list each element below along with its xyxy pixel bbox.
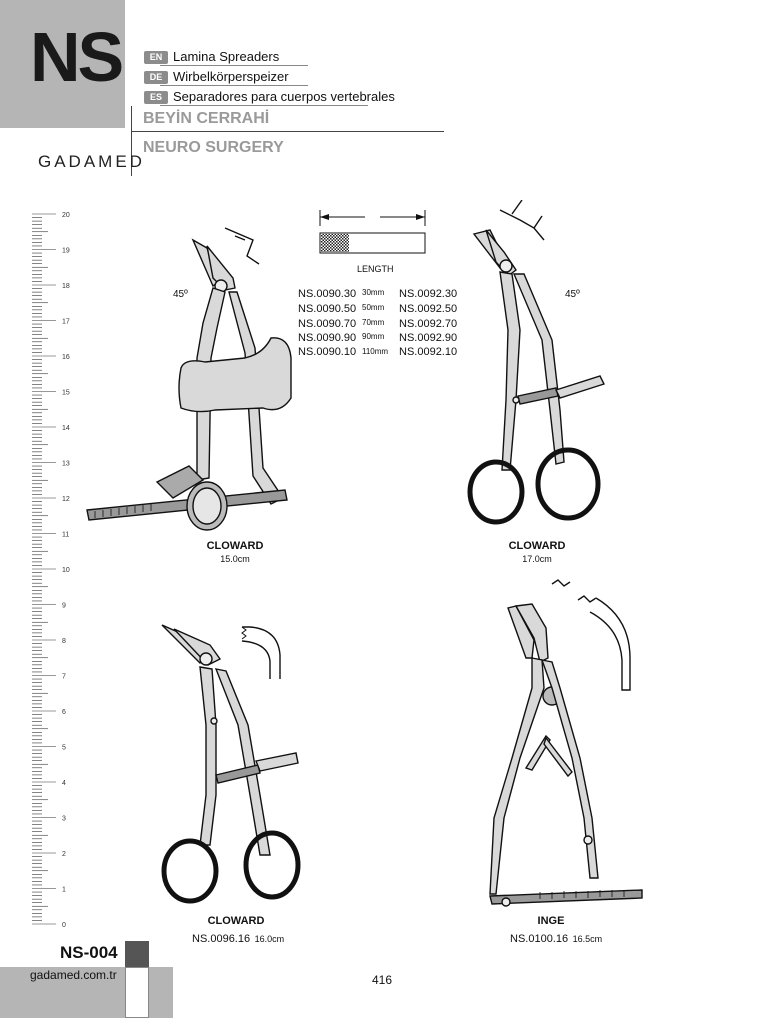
product-code: NS.0092.10 <box>399 346 458 358</box>
ruler-label: 6 <box>62 709 66 716</box>
product-code: NS.0096.16 <box>192 933 251 945</box>
ruler-label: 4 <box>62 780 66 787</box>
footer-decoration <box>125 967 149 1018</box>
product-code: NS.0092.30 <box>399 288 458 300</box>
product-code: NS.0092.90 <box>399 332 458 344</box>
ruler-label: 18 <box>62 283 70 290</box>
length-diagram <box>315 208 430 260</box>
ruler-label: 5 <box>62 744 66 752</box>
item-name: INGE <box>537 915 565 927</box>
length-value: 30mm <box>362 288 385 297</box>
item-size: 17.0cm <box>522 554 552 564</box>
product-code: NS.0090.50 <box>298 303 357 315</box>
product-code: NS.0090.30 <box>298 288 357 300</box>
ruler-label: 12 <box>62 496 70 503</box>
item-code-size <box>510 929 602 947</box>
ruler-ticks <box>32 214 56 924</box>
angle-label: 45º <box>565 289 580 300</box>
section-title-tr: BEYİN CERRAHİ <box>143 110 270 127</box>
angle-label: 45º <box>173 289 188 300</box>
ruler-label: 8 <box>62 638 66 645</box>
product-code: NS.0090.70 <box>298 318 357 330</box>
length-value: 110mm <box>362 347 389 356</box>
ruler-label: 17 <box>62 318 70 326</box>
divider <box>160 65 308 66</box>
ruler-label: 0 <box>62 922 66 929</box>
title-de: Wirbelkörperspeizer <box>173 69 289 84</box>
ruler-label: 14 <box>62 425 70 432</box>
brand-logo: GADAMED <box>38 152 145 171</box>
ruler-label: 15 <box>62 389 70 397</box>
item-size: 16.0cm <box>254 934 285 944</box>
ruler-label: 13 <box>62 460 70 468</box>
footer-decoration <box>149 967 173 1018</box>
ruler-label: 20 <box>62 212 70 219</box>
divider <box>160 105 368 106</box>
lang-tag-en: EN <box>144 51 168 64</box>
product-code: NS.0092.70 <box>399 318 458 330</box>
item-code-size <box>192 929 284 947</box>
title-es: Separadores para cuerpos vertebrales <box>173 89 395 104</box>
item-size: 15.0cm <box>220 554 250 564</box>
lang-tag-es: ES <box>144 91 168 104</box>
title-en: Lamina Spreaders <box>173 49 280 64</box>
product-code: NS.0090.10 <box>298 346 357 358</box>
item-name: CLOWARD <box>508 540 566 552</box>
ruler-label: 16 <box>62 354 70 361</box>
ruler-label: 1 <box>62 886 66 894</box>
website-url: gadamed.com.tr <box>30 968 117 982</box>
cloward-spreader-15cm-illustration <box>85 218 300 538</box>
inge-spreader-illustration <box>480 578 650 908</box>
item-name: CLOWARD <box>207 915 265 927</box>
ruler-label: 2 <box>62 851 66 858</box>
ruler-label: 3 <box>62 815 66 823</box>
page-number: 416 <box>372 973 393 987</box>
section-title-en: NEURO SURGERY <box>143 139 284 156</box>
divider <box>160 85 308 86</box>
length-label: LENGTH <box>357 264 394 274</box>
length-value: 50mm <box>362 303 385 312</box>
item-size: 16.5cm <box>572 934 603 944</box>
ruler-label: 9 <box>62 602 66 610</box>
ruler-label: 19 <box>62 247 70 255</box>
length-value: 70mm <box>362 318 385 327</box>
lang-tag-de: DE <box>144 71 168 84</box>
catalog-page-code: NS-004 <box>60 943 118 962</box>
measurement-ruler <box>30 208 80 930</box>
ruler-labels <box>62 212 70 929</box>
product-code: NS.0100.16 <box>510 933 569 945</box>
length-value: 90mm <box>362 332 385 341</box>
item-name: CLOWARD <box>206 540 264 552</box>
ruler-label: 7 <box>62 673 66 681</box>
footer-decoration <box>125 941 149 967</box>
product-code: NS.0092.50 <box>399 303 458 315</box>
catalog-section-code: NS <box>30 18 122 96</box>
ruler-label: 11 <box>62 531 70 539</box>
header-rule <box>132 131 444 132</box>
product-code: NS.0090.90 <box>298 332 357 344</box>
ruler-label: 10 <box>62 567 70 574</box>
cloward-spreader-16cm-illustration <box>150 615 310 915</box>
cloward-spreader-17cm-illustration <box>460 200 610 530</box>
